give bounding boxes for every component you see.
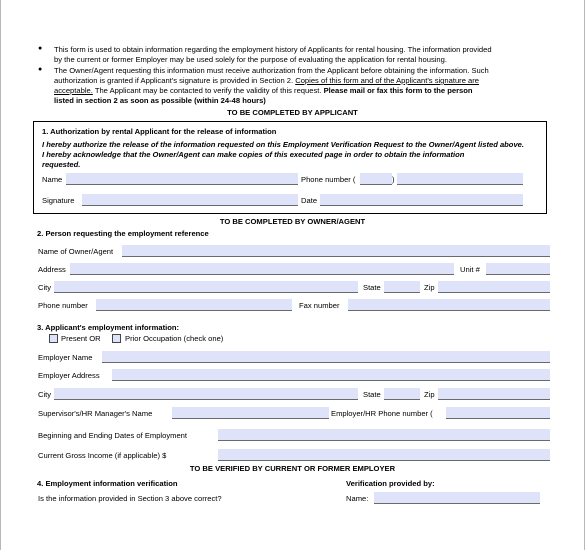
employer-phone-label: Employer/HR Phone number (	[331, 409, 433, 418]
supervisor-field[interactable]	[172, 407, 329, 419]
employer-name-label: Employer Name	[38, 353, 93, 362]
authorization-text: I hereby acknowledge that the Owner/Agent can make copies of this executed page in order to obtain the information	[42, 150, 465, 159]
applicant-name-field[interactable]	[66, 173, 298, 185]
owner-name-label: Name of Owner/Agent	[38, 247, 114, 256]
applicant-phone-field[interactable]	[397, 173, 523, 185]
owner-city-field[interactable]	[54, 281, 358, 293]
intro-text: This form is used to obtain information regarding the employment history of Applicants for rental housing. The information provided	[54, 45, 492, 54]
owner-phone-field[interactable]	[96, 299, 292, 311]
signature-date-field[interactable]	[320, 194, 523, 206]
intro-text: The Owner/Agent requesting this information must receive authorization from the Applicant before obtaining the information. Such	[54, 66, 489, 75]
owner-phone-label: Phone number	[38, 301, 88, 310]
employer-city-label: City	[38, 390, 52, 399]
owner-state-field[interactable]	[384, 281, 420, 293]
intro-text: authorization is granted if Applicant's signature is provided in Section 2. Copies of this form and of the Applicant's signature are	[54, 76, 480, 85]
employer-zip-label: Zip	[424, 390, 435, 399]
applicant-phone-close: )	[392, 175, 395, 184]
verification-provided-by: Verification provided by:	[346, 479, 435, 488]
owner-unit-label: Unit #	[460, 265, 480, 274]
signature-label: Signature	[42, 196, 75, 205]
intro-text: listed in section 2 as soon as possible (within 24-48 hours)	[54, 96, 266, 105]
signature-date-label: Date	[301, 196, 318, 205]
employment-dates-label: Beginning and Ending Dates of Employment	[38, 431, 188, 440]
employment-dates-field[interactable]	[218, 429, 550, 441]
employer-city-field[interactable]	[54, 388, 358, 400]
owner-unit-field[interactable]	[486, 263, 550, 275]
gross-income-label: Current Gross Income (if applicable) $	[38, 451, 167, 460]
present-label: Present OR	[61, 334, 101, 343]
section-2-title: 2. Person requesting the employment reference	[37, 229, 209, 238]
verification-heading: TO BE VERIFIED BY CURRENT OR FORMER EMPLOYER	[189, 464, 396, 473]
owner-zip-field[interactable]	[438, 281, 550, 293]
verifier-name-field[interactable]	[374, 492, 540, 504]
owner-fax-field[interactable]	[348, 299, 550, 311]
bullet-icon: ●	[38, 45, 43, 52]
employer-phone-field[interactable]	[446, 407, 550, 419]
authorization-text: requested.	[42, 160, 81, 169]
verification-question: Is the information provided in Section 3 above correct?	[38, 494, 222, 503]
employer-state-field[interactable]	[384, 388, 420, 400]
employer-state-label: State	[363, 390, 381, 399]
owner-address-field[interactable]	[70, 263, 454, 275]
signature-field[interactable]	[82, 194, 298, 206]
owner-address-label: Address	[38, 265, 66, 274]
owner-name-field[interactable]	[122, 245, 550, 257]
section-1-title: 1. Authorization by rental Applicant for the release of information	[42, 127, 277, 136]
prior-checkbox[interactable]	[112, 334, 121, 343]
gross-income-field[interactable]	[218, 449, 550, 461]
owner-state-label: State	[363, 283, 381, 292]
verifier-name-label: Name:	[346, 494, 369, 503]
intro-text: acceptable. The Applicant may be contacted to verify the validity of this request. Please mail or fax this form to the person	[54, 86, 473, 95]
section-4-title: 4. Employment information verification	[37, 479, 178, 488]
owner-heading: TO BE COMPLETED BY OWNER/AGENT	[219, 217, 366, 226]
bullet-icon: ●	[38, 66, 43, 73]
employer-name-field[interactable]	[102, 351, 550, 363]
owner-zip-label: Zip	[424, 283, 435, 292]
prior-label: Prior Occupation (check one)	[125, 334, 224, 343]
employer-address-label: Employer Address	[38, 371, 100, 380]
owner-fax-label: Fax number	[299, 301, 340, 310]
present-checkbox[interactable]	[49, 334, 58, 343]
employer-address-field[interactable]	[112, 369, 550, 381]
applicant-name-label: Name	[42, 175, 63, 184]
employer-zip-field[interactable]	[438, 388, 550, 400]
applicant-heading: TO BE COMPLETED BY APPLICANT	[227, 108, 358, 117]
authorization-text: I hereby authorize the release of the information requested on this Employment Verification Request to the Owner/Agent listed above.	[42, 140, 525, 149]
owner-city-label: City	[38, 283, 52, 292]
applicant-area-code-field[interactable]	[360, 173, 392, 185]
intro-text: by the current or former Employer may be used solely for the purpose of evaluating the application for rental housing.	[54, 55, 447, 64]
section-3-title: 3. Applicant's employment information:	[37, 323, 180, 332]
supervisor-label: Supervisor's/HR Manager's Name	[38, 409, 153, 418]
applicant-phone-label: Phone number (	[301, 175, 356, 184]
